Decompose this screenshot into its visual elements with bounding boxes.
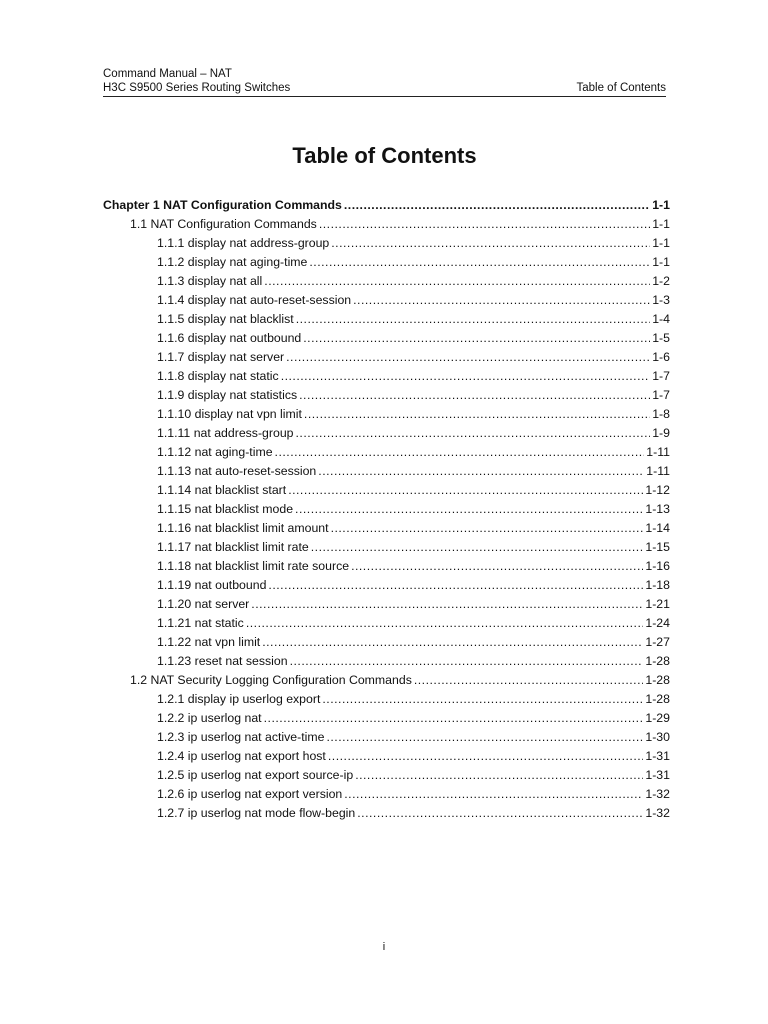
toc-entry-label: 1.1.3 display nat all (157, 274, 263, 288)
toc-subsection-entry[interactable] (103, 424, 670, 443)
toc-dot-leader (262, 633, 643, 652)
toc-dot-leader (264, 272, 650, 291)
toc-entry-page: 1-9 (652, 426, 670, 440)
toc-entry-label: 1.1.1 display nat address-group (157, 236, 330, 250)
toc-dot-leader (331, 234, 650, 253)
toc-entry-page: 1-1 (652, 198, 670, 212)
toc-dot-leader (331, 519, 644, 538)
toc-subsection-entry[interactable] (103, 519, 670, 538)
toc-dot-leader (296, 424, 651, 443)
toc-subsection-entry[interactable] (103, 443, 670, 462)
toc-entry-page: 1-28 (645, 673, 670, 687)
toc-entry-page: 1-12 (645, 483, 670, 497)
toc-entry-label: 1.1.18 nat blacklist limit rate source (157, 559, 350, 573)
page-title: Table of Contents (292, 143, 477, 168)
toc-subsection-entry[interactable] (103, 633, 670, 652)
toc-subsection-entry[interactable] (103, 500, 670, 519)
toc-dot-leader (286, 348, 650, 367)
toc-entry-label: 1.1.17 nat blacklist limit rate (157, 540, 309, 554)
toc-entry-page: 1-28 (645, 692, 670, 706)
toc-entry-page: 1-32 (645, 787, 670, 801)
toc-subsection-entry[interactable] (103, 367, 670, 386)
toc-subsection-entry[interactable] (103, 234, 670, 253)
toc-dot-leader (311, 538, 644, 557)
toc-subsection-entry[interactable] (103, 576, 670, 595)
toc-entry-page: 1-1 (652, 236, 670, 250)
toc-entry-label: 1.2.7 ip userlog nat mode flow-begin (157, 806, 356, 820)
toc-dot-leader (304, 405, 650, 424)
toc-entry-page: 1-18 (645, 578, 670, 592)
toc-entry-label: 1.2.5 ip userlog nat export source-ip (157, 768, 354, 782)
toc-entry-label: 1.1.13 nat auto-reset-session (157, 464, 317, 478)
toc-entry-label: 1.1.12 nat aging-time (157, 445, 273, 459)
toc-dot-leader (351, 557, 643, 576)
toc-entry-label: 1.1.16 nat blacklist limit amount (157, 521, 329, 535)
toc-dot-leader (281, 367, 651, 386)
toc-dot-leader (353, 291, 650, 310)
toc-subsection-entry[interactable] (103, 614, 670, 633)
toc-subsection-entry[interactable] (103, 747, 670, 766)
toc-dot-leader (355, 766, 643, 785)
toc-subsection-entry[interactable] (103, 329, 670, 348)
toc-dot-leader (295, 500, 643, 519)
toc-entry-label: 1.2.4 ip userlog nat export host (157, 749, 326, 763)
toc-entry-label: 1.1.19 nat outbound (157, 578, 267, 592)
toc-chapter-entry[interactable] (103, 196, 670, 215)
toc-entry-page: 1-7 (652, 369, 670, 383)
toc-entry-label: 1.1.21 nat static (157, 616, 244, 630)
toc-entry-label: 1.1.9 display nat statistics (157, 388, 298, 402)
toc-dot-leader (319, 215, 650, 234)
toc-entry-label: 1.1.2 display nat aging-time (157, 255, 308, 269)
toc-dot-leader (246, 614, 644, 633)
toc-subsection-entry[interactable] (103, 481, 670, 500)
toc-section-entry[interactable] (103, 671, 670, 690)
toc-entry-page: 1-11 (646, 445, 670, 459)
toc-dot-leader (344, 196, 650, 215)
toc-dot-leader (251, 595, 643, 614)
toc-dot-leader (299, 386, 650, 405)
toc-entry-page: 1-7 (652, 388, 670, 402)
toc-entry-page: 1-30 (645, 730, 670, 744)
header-divider (103, 96, 666, 97)
toc-entry-page: 1-1 (652, 217, 670, 231)
toc-dot-leader (344, 785, 643, 804)
toc-subsection-entry[interactable] (103, 291, 670, 310)
toc-dot-leader (326, 728, 643, 747)
toc-entry-label: 1.2.1 display ip userlog export (157, 692, 321, 706)
toc-subsection-entry[interactable] (103, 785, 670, 804)
product-name: H3C S9500 Series Routing Switches (103, 82, 291, 94)
toc-dot-leader (268, 576, 643, 595)
toc-entry-page: 1-24 (645, 616, 670, 630)
toc-entry-label: 1.2.6 ip userlog nat export version (157, 787, 343, 801)
toc-entry-page: 1-14 (645, 521, 670, 535)
toc-dot-leader (309, 253, 650, 272)
header-row-1 (103, 67, 666, 81)
toc-entry-page: 1-1 (652, 255, 670, 269)
toc-subsection-entry[interactable] (103, 804, 670, 823)
toc-dot-leader (357, 804, 643, 823)
toc-section-entry[interactable] (103, 215, 670, 234)
toc-subsection-entry[interactable] (103, 728, 670, 747)
section-name: Table of Contents (576, 82, 666, 94)
toc-entry-label: 1.1.14 nat blacklist start (157, 483, 287, 497)
toc-dot-leader (318, 462, 644, 481)
toc-entry-label: 1.1.8 display nat static (157, 369, 279, 383)
toc-subsection-entry[interactable] (103, 310, 670, 329)
toc-entry-page: 1-31 (645, 768, 670, 782)
header-row-2 (103, 81, 666, 95)
toc-subsection-entry[interactable] (103, 348, 670, 367)
manual-title: Command Manual – NAT (103, 68, 232, 80)
toc-entry-label: 1.1.11 nat address-group (157, 426, 294, 440)
toc-dot-leader (275, 443, 645, 462)
toc-entry-page: 1-8 (652, 407, 670, 421)
toc-subsection-entry[interactable] (103, 538, 670, 557)
toc-subsection-entry[interactable] (103, 709, 670, 728)
toc-entry-label: 1.1.10 display nat vpn limit (157, 407, 302, 421)
toc-entry-page: 1-5 (652, 331, 670, 345)
toc-dot-leader (288, 481, 643, 500)
toc-entry-label: 1.1.5 display nat blacklist (157, 312, 294, 326)
page-number: i (382, 941, 386, 953)
toc-dot-leader (264, 709, 644, 728)
toc-subsection-entry[interactable] (103, 652, 670, 671)
toc-entry-page: 1-3 (652, 293, 670, 307)
toc-entry-label: 1.2.3 ip userlog nat active-time (157, 730, 325, 744)
toc-entry-page: 1-29 (645, 711, 670, 725)
toc-entry-page: 1-16 (645, 559, 670, 573)
toc-subsection-entry[interactable] (103, 690, 670, 709)
toc-entry-label: 1.1.4 display nat auto-reset-session (157, 293, 352, 307)
toc-dot-leader (296, 310, 651, 329)
toc-entry-page: 1-15 (645, 540, 670, 554)
toc-entry-page: 1-4 (652, 312, 670, 326)
toc-entry-label: 1.1.23 reset nat session (157, 654, 288, 668)
toc-dot-leader (414, 671, 644, 690)
toc-entry-page: 1-2 (652, 274, 670, 288)
toc-subsection-entry[interactable] (103, 386, 670, 405)
toc-entry-label: 1.2.2 ip userlog nat (157, 711, 262, 725)
toc-subsection-entry[interactable] (103, 272, 670, 291)
toc-entry-label: 1.1.6 display nat outbound (157, 331, 302, 345)
toc-entry-page: 1-13 (645, 502, 670, 516)
toc-subsection-entry[interactable] (103, 462, 670, 481)
toc-dot-leader (322, 690, 643, 709)
toc-entry-label: 1.1.20 nat server (157, 597, 250, 611)
toc-subsection-entry[interactable] (103, 253, 670, 272)
toc-subsection-entry[interactable] (103, 557, 670, 576)
table-of-contents (103, 196, 670, 823)
toc-entry-page: 1-21 (645, 597, 670, 611)
toc-entry-label: 1.1.22 nat vpn limit (157, 635, 261, 649)
toc-entry-label: 1.2 NAT Security Logging Configuration Commands (130, 673, 412, 687)
page-header (103, 67, 666, 95)
toc-entry-label: Chapter 1 NAT Configuration Commands (103, 198, 342, 212)
toc-subsection-entry[interactable] (103, 766, 670, 785)
toc-dot-leader (303, 329, 650, 348)
toc-entry-page: 1-32 (645, 806, 670, 820)
toc-entry-label: 1.1.15 nat blacklist mode (157, 502, 294, 516)
toc-dot-leader (290, 652, 644, 671)
toc-entry-label: 1.1.7 display nat server (157, 350, 285, 364)
toc-entry-page: 1-28 (645, 654, 670, 668)
toc-entry-page: 1-11 (646, 464, 670, 478)
toc-dot-leader (328, 747, 644, 766)
toc-entry-page: 1-31 (645, 749, 670, 763)
toc-entry-page: 1-6 (652, 350, 670, 364)
toc-entry-page: 1-27 (645, 635, 670, 649)
toc-entry-label: 1.1 NAT Configuration Commands (130, 217, 317, 231)
toc-subsection-entry[interactable] (103, 595, 670, 614)
toc-subsection-entry[interactable] (103, 405, 670, 424)
